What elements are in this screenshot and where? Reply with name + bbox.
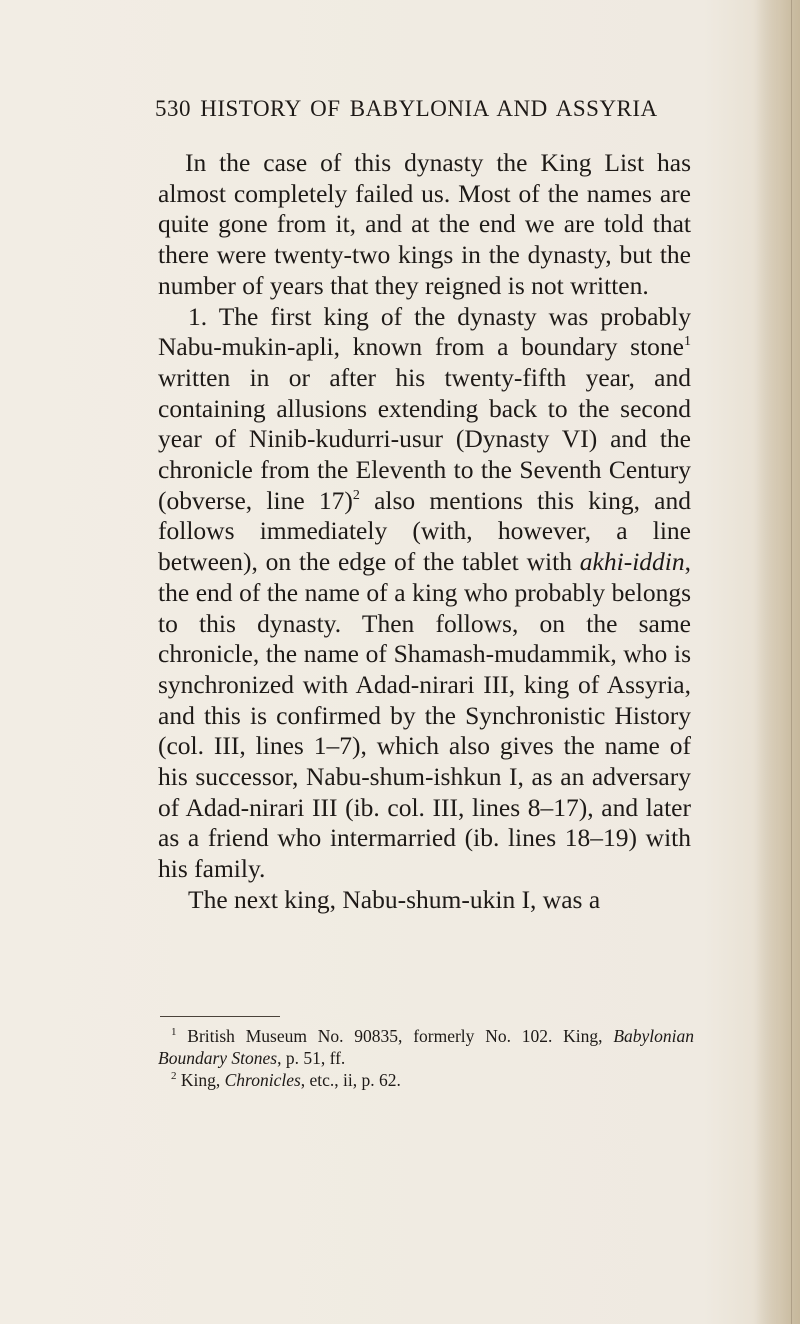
paragraph-2-part-c: also mentions this king, and follows immediately (with, however, a line between), on the edge of the tablet with (158, 485, 691, 577)
page-edge-shadow (756, 0, 800, 1324)
paragraph-2-part-a: 1. The first king of the dynasty was probably Nabu-mukin-apli, known from a boundary stone (158, 301, 691, 362)
footnote-1 (158, 1025, 694, 1069)
footnote-1-title: Babylonian Boundary Stones (158, 1026, 694, 1068)
footnote-ref-1: 1 (684, 334, 691, 350)
footnote-ref-2: 2 (352, 487, 360, 503)
paragraph-3: The next king, Nabu-shum-ukin I, was a (188, 884, 601, 914)
page-header (155, 96, 695, 122)
footnote-2-title: Chronicles (224, 1070, 301, 1090)
running-title: HISTORY OF BABYLONIA AND ASSYRIA (200, 96, 658, 121)
footnote-divider (160, 1016, 280, 1017)
footnote-1-end: , p. 51, ff. (277, 1048, 346, 1068)
footnotes (158, 1025, 694, 1091)
paragraph-1: In the case of this dynasty the King List has almost completely failed us. Most of the names are quite gone from it, and at the end we are told that there were twenty-two kings in the dynasty, but the number of years that they reigned is not written. (158, 148, 691, 300)
footnote-1-mark: 1 (171, 1026, 177, 1038)
paragraph-2-part-b: written in or after his twenty-fifth year, and containing allusions extending back to the second year of Ninib-kudurri-usur (Dynasty VI) and the chronicle from the Eleventh to the Seventh Century (obverse, line 17) (158, 362, 691, 515)
page-edge-line (791, 0, 792, 1324)
footnote-2-text: King, (176, 1070, 225, 1090)
page-number: 530 (155, 96, 191, 121)
italic-royal-name: akhi-iddin (579, 547, 685, 577)
footnote-2-mark: 2 (171, 1070, 177, 1082)
footnote-1-text: British Museum No. 90835, formerly No. 102. King, (176, 1026, 614, 1046)
paragraph-2-part-d: , the end of the name of a king who probably belongs to this dynasty. Then follows, on the same chronicle, the name of Shamash-mudammik, who is synchronized with Adad-nirari III, king of Assyria, and this is confirmed by the Synchronistic History (col. III, lines 1–7), which also gives the name of his successor, Nabu-shum-ishkun I, as an adversary of Adad-nirari III (ib. col. III, lines 8–17), and later as a friend who intermarried (ib. lines 18–19) with his family. (158, 547, 691, 884)
footnote-2-end: , etc., ii, p. 62. (300, 1070, 401, 1090)
footnote-2 (158, 1069, 694, 1091)
body-text (158, 148, 691, 916)
paragraph-2 (158, 302, 691, 885)
